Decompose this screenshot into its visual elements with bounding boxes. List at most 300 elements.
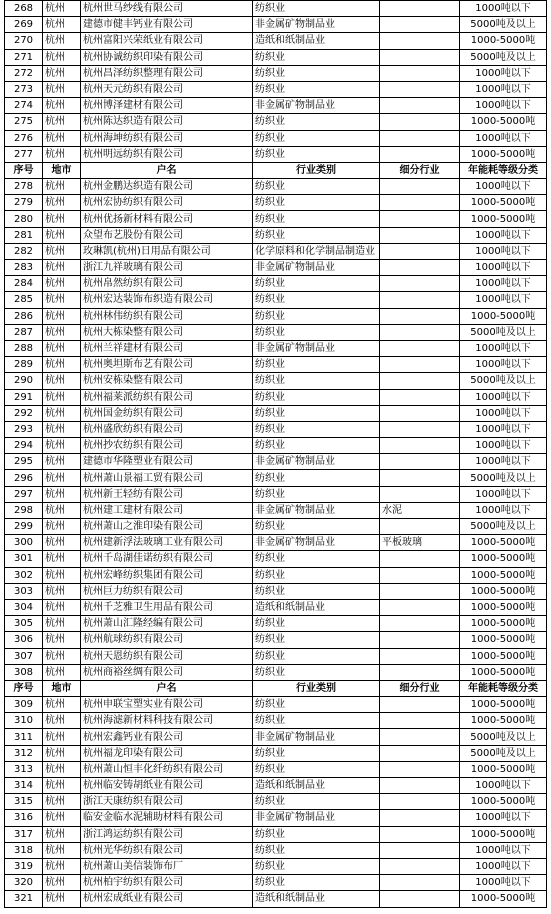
cell-level: 1000-5000吨 [460, 535, 547, 551]
table-row [5, 389, 547, 405]
cell-city: 杭州 [43, 826, 81, 842]
cell-no: 298 [5, 502, 43, 518]
cell-city: 杭州 [43, 33, 81, 49]
cell-no: 293 [5, 421, 43, 437]
cell-level: 1000吨以下 [460, 875, 547, 891]
table-row [5, 114, 547, 130]
table-row [5, 454, 547, 470]
table-row [5, 470, 547, 486]
cell-name: 建德市健丰钙业有限公司 [81, 17, 253, 33]
cell-level: 1000吨以下 [460, 778, 547, 794]
header-cell-no: 序号 [5, 680, 43, 696]
cell-sub [380, 632, 460, 648]
cell-no: 306 [5, 632, 43, 648]
cell-level: 1000吨以下 [460, 243, 547, 259]
cell-no: 269 [5, 17, 43, 33]
cell-city: 杭州 [43, 405, 81, 421]
cell-sub [380, 243, 460, 259]
cell-industry: 造纸和纸制品业 [253, 33, 380, 49]
cell-sub [380, 599, 460, 615]
cell-industry: 非金属矿物制品业 [253, 260, 380, 276]
cell-industry: 纺织业 [253, 616, 380, 632]
cell-city: 杭州 [43, 567, 81, 583]
cell-city: 杭州 [43, 761, 81, 777]
cell-name: 杭州昌泽纺织整理有限公司 [81, 65, 253, 81]
cell-sub [380, 875, 460, 891]
cell-no: 289 [5, 357, 43, 373]
cell-name: 杭州柏宇纺织有限公司 [81, 875, 253, 891]
cell-level: 1000-5000吨 [460, 33, 547, 49]
cell-city: 杭州 [43, 616, 81, 632]
cell-name: 杭州萧山景福工贸有限公司 [81, 470, 253, 486]
cell-industry: 纺织业 [253, 826, 380, 842]
cell-industry: 纺织业 [253, 858, 380, 874]
cell-city: 杭州 [43, 357, 81, 373]
cell-level: 5000吨及以上 [460, 373, 547, 389]
cell-no: 281 [5, 227, 43, 243]
cell-no: 271 [5, 49, 43, 65]
cell-city: 杭州 [43, 778, 81, 794]
cell-city: 杭州 [43, 713, 81, 729]
cell-sub [380, 761, 460, 777]
table-row [5, 761, 547, 777]
cell-level: 1000-5000吨 [460, 794, 547, 810]
cell-industry: 纺织业 [253, 211, 380, 227]
cell-industry: 纺织业 [253, 195, 380, 211]
cell-no: 308 [5, 664, 43, 680]
table-row [5, 324, 547, 340]
cell-no: 313 [5, 761, 43, 777]
cell-name: 杭州世马纱线有限公司 [81, 1, 253, 17]
cell-no: 287 [5, 324, 43, 340]
cell-city: 杭州 [43, 373, 81, 389]
cell-level: 1000吨以下 [460, 810, 547, 826]
cell-city: 杭州 [43, 519, 81, 535]
cell-name: 杭州光华纺织有限公司 [81, 842, 253, 858]
cell-name: 杭州福莱派纺织有限公司 [81, 389, 253, 405]
cell-sub [380, 713, 460, 729]
table-row [5, 421, 547, 437]
cell-no: 285 [5, 292, 43, 308]
table-row [5, 502, 547, 518]
cell-level: 5000吨及以上 [460, 49, 547, 65]
cell-city: 杭州 [43, 697, 81, 713]
cell-no: 310 [5, 713, 43, 729]
table-row [5, 292, 547, 308]
cell-name: 杭州建新浮法玻璃工业有限公司 [81, 535, 253, 551]
header-cell-no: 序号 [5, 162, 43, 178]
cell-city: 杭州 [43, 276, 81, 292]
cell-name: 杭州萧山美信装饰布厂 [81, 858, 253, 874]
cell-city: 杭州 [43, 794, 81, 810]
cell-sub [380, 583, 460, 599]
table-row [5, 98, 547, 114]
table-row [5, 583, 547, 599]
header-cell-name: 户名 [81, 162, 253, 178]
cell-industry: 纺织业 [253, 65, 380, 81]
table-row [5, 875, 547, 891]
table-row [5, 713, 547, 729]
cell-level: 1000吨以下 [460, 292, 547, 308]
cell-city: 杭州 [43, 470, 81, 486]
cell-level: 1000-5000吨 [460, 891, 547, 907]
cell-city: 杭州 [43, 486, 81, 502]
cell-level: 1000-5000吨 [460, 308, 547, 324]
cell-name: 杭州申联宝塑实业有限公司 [81, 697, 253, 713]
cell-no: 286 [5, 308, 43, 324]
cell-industry: 纺织业 [253, 373, 380, 389]
cell-no: 273 [5, 81, 43, 97]
cell-industry: 非金属矿物制品业 [253, 810, 380, 826]
table-row [5, 697, 547, 713]
table-row [5, 616, 547, 632]
cell-no: 318 [5, 842, 43, 858]
cell-no: 279 [5, 195, 43, 211]
cell-city: 杭州 [43, 599, 81, 615]
cell-industry: 纺织业 [253, 357, 380, 373]
cell-no: 303 [5, 583, 43, 599]
table-header-row [5, 162, 547, 178]
cell-sub [380, 778, 460, 794]
cell-no: 282 [5, 243, 43, 259]
cell-industry: 纺织业 [253, 324, 380, 340]
cell-no: 284 [5, 276, 43, 292]
cell-sub [380, 195, 460, 211]
cell-industry: 纺织业 [253, 583, 380, 599]
cell-city: 杭州 [43, 340, 81, 356]
cell-level: 5000吨及以上 [460, 745, 547, 761]
cell-name: 杭州国金纺织有限公司 [81, 405, 253, 421]
table-row [5, 729, 547, 745]
cell-no: 316 [5, 810, 43, 826]
cell-level: 1000吨以下 [460, 1, 547, 17]
cell-level: 1000-5000吨 [460, 616, 547, 632]
table-row [5, 340, 547, 356]
cell-sub [380, 842, 460, 858]
cell-name: 杭州兰祥建材有限公司 [81, 340, 253, 356]
cell-level: 1000吨以下 [460, 179, 547, 195]
table-row [5, 842, 547, 858]
cell-name: 杭州金鹏达织造有限公司 [81, 179, 253, 195]
table-row [5, 535, 547, 551]
cell-name: 杭州明远纺织有限公司 [81, 146, 253, 162]
table-body [5, 1, 547, 908]
cell-level: 1000吨以下 [460, 421, 547, 437]
cell-level: 1000吨以下 [460, 227, 547, 243]
cell-level: 1000-5000吨 [460, 713, 547, 729]
cell-name: 杭州萧山汇隆经编有限公司 [81, 616, 253, 632]
cell-level: 5000吨及以上 [460, 470, 547, 486]
cell-no: 268 [5, 1, 43, 17]
table-row [5, 632, 547, 648]
cell-sub [380, 276, 460, 292]
cell-no: 274 [5, 98, 43, 114]
cell-industry: 纺织业 [253, 697, 380, 713]
cell-name: 杭州盛欣纺织有限公司 [81, 421, 253, 437]
cell-city: 杭州 [43, 1, 81, 17]
table-row [5, 778, 547, 794]
cell-city: 杭州 [43, 81, 81, 97]
cell-sub [380, 648, 460, 664]
table-row [5, 891, 547, 907]
cell-city: 杭州 [43, 729, 81, 745]
cell-city: 杭州 [43, 49, 81, 65]
cell-industry: 纺织业 [253, 276, 380, 292]
cell-sub [380, 664, 460, 680]
table-row [5, 567, 547, 583]
cell-name: 杭州萧山之淮印染有限公司 [81, 519, 253, 535]
cell-sub [380, 98, 460, 114]
cell-city: 杭州 [43, 875, 81, 891]
cell-no: 309 [5, 697, 43, 713]
cell-name: 杭州福龙印染有限公司 [81, 745, 253, 761]
cell-city: 杭州 [43, 308, 81, 324]
cell-sub [380, 729, 460, 745]
cell-industry: 纺织业 [253, 130, 380, 146]
cell-city: 杭州 [43, 842, 81, 858]
cell-city: 杭州 [43, 502, 81, 518]
cell-no: 317 [5, 826, 43, 842]
header-cell-name: 户名 [81, 680, 253, 696]
cell-name: 杭州临安铸胡纸业有限公司 [81, 778, 253, 794]
cell-level: 1000-5000吨 [460, 632, 547, 648]
cell-city: 杭州 [43, 632, 81, 648]
cell-city: 杭州 [43, 551, 81, 567]
cell-name: 杭州千岛湖佳诺纺织有限公司 [81, 551, 253, 567]
cell-city: 杭州 [43, 389, 81, 405]
cell-name: 杭州天恩纺织有限公司 [81, 648, 253, 664]
cell-city: 杭州 [43, 179, 81, 195]
table-row [5, 65, 547, 81]
cell-level: 5000吨及以上 [460, 17, 547, 33]
cell-name: 杭州萧山恒丰化纤纺织有限公司 [81, 761, 253, 777]
cell-sub [380, 519, 460, 535]
cell-sub [380, 551, 460, 567]
cell-city: 杭州 [43, 810, 81, 826]
cell-sub [380, 179, 460, 195]
cell-industry: 纺织业 [253, 842, 380, 858]
cell-name: 杭州宏达装饰布织造有限公司 [81, 292, 253, 308]
table-row [5, 357, 547, 373]
table-row [5, 794, 547, 810]
cell-city: 杭州 [43, 146, 81, 162]
cell-name: 杭州宏成纸业有限公司 [81, 891, 253, 907]
header-cell-industry: 行业类别 [253, 680, 380, 696]
cell-industry: 纺织业 [253, 49, 380, 65]
cell-level: 1000吨以下 [460, 65, 547, 81]
table-row [5, 664, 547, 680]
cell-no: 290 [5, 373, 43, 389]
cell-level: 1000-5000吨 [460, 664, 547, 680]
cell-industry: 纺织业 [253, 551, 380, 567]
cell-industry: 纺织业 [253, 1, 380, 17]
cell-name: 杭州建工建材有限公司 [81, 502, 253, 518]
cell-sub [380, 292, 460, 308]
cell-city: 杭州 [43, 648, 81, 664]
cell-industry: 造纸和纸制品业 [253, 599, 380, 615]
cell-name: 杭州安栋染整有限公司 [81, 373, 253, 389]
cell-industry: 非金属矿物制品业 [253, 98, 380, 114]
cell-no: 304 [5, 599, 43, 615]
table-header-row [5, 680, 547, 696]
cell-name: 杭州巨力纺织有限公司 [81, 583, 253, 599]
table-row [5, 260, 547, 276]
cell-name: 杭州陈达织造有限公司 [81, 114, 253, 130]
cell-no: 270 [5, 33, 43, 49]
cell-sub [380, 567, 460, 583]
cell-level: 1000吨以下 [460, 357, 547, 373]
cell-no: 288 [5, 340, 43, 356]
cell-sub [380, 357, 460, 373]
cell-sub [380, 389, 460, 405]
cell-no: 276 [5, 130, 43, 146]
cell-industry: 纺织业 [253, 438, 380, 454]
cell-no: 312 [5, 745, 43, 761]
table-row [5, 33, 547, 49]
table-row [5, 745, 547, 761]
table-row [5, 49, 547, 65]
header-cell-sub: 细分行业 [380, 680, 460, 696]
cell-sub [380, 17, 460, 33]
header-cell-sub: 细分行业 [380, 162, 460, 178]
cell-sub [380, 470, 460, 486]
cell-city: 杭州 [43, 421, 81, 437]
cell-name: 杭州海滤新材料科技有限公司 [81, 713, 253, 729]
cell-level: 1000吨以下 [460, 340, 547, 356]
cell-no: 314 [5, 778, 43, 794]
table-row [5, 179, 547, 195]
cell-no: 277 [5, 146, 43, 162]
header-cell-level: 年能耗等级分类 [460, 162, 547, 178]
cell-name: 杭州林伟纺织有限公司 [81, 308, 253, 324]
cell-no: 305 [5, 616, 43, 632]
cell-no: 320 [5, 875, 43, 891]
cell-industry: 造纸和纸制品业 [253, 891, 380, 907]
cell-no: 291 [5, 389, 43, 405]
cell-industry: 纺织业 [253, 745, 380, 761]
table-row [5, 81, 547, 97]
cell-name: 杭州航球纺织有限公司 [81, 632, 253, 648]
cell-name: 杭州天元纺织有限公司 [81, 81, 253, 97]
cell-no: 280 [5, 211, 43, 227]
cell-no: 296 [5, 470, 43, 486]
cell-level: 1000-5000吨 [460, 211, 547, 227]
cell-level: 1000吨以下 [460, 405, 547, 421]
cell-industry: 非金属矿物制品业 [253, 502, 380, 518]
cell-industry: 纺织业 [253, 567, 380, 583]
table-row [5, 276, 547, 292]
cell-sub [380, 454, 460, 470]
cell-sub [380, 826, 460, 842]
cell-city: 杭州 [43, 438, 81, 454]
table-row [5, 858, 547, 874]
cell-industry: 纺织业 [253, 146, 380, 162]
cell-no: 278 [5, 179, 43, 195]
cell-industry: 纺织业 [253, 648, 380, 664]
cell-industry: 造纸和纸制品业 [253, 778, 380, 794]
table-row [5, 599, 547, 615]
cell-level: 1000吨以下 [460, 389, 547, 405]
cell-city: 杭州 [43, 114, 81, 130]
cell-sub [380, 340, 460, 356]
cell-level: 1000-5000吨 [460, 761, 547, 777]
cell-sub [380, 130, 460, 146]
cell-industry: 纺织业 [253, 405, 380, 421]
cell-industry: 纺织业 [253, 114, 380, 130]
cell-industry: 纺织业 [253, 179, 380, 195]
cell-sub [380, 405, 460, 421]
cell-city: 杭州 [43, 858, 81, 874]
table-row [5, 373, 547, 389]
cell-no: 311 [5, 729, 43, 745]
cell-level: 1000吨以下 [460, 81, 547, 97]
cell-no: 315 [5, 794, 43, 810]
cell-industry: 非金属矿物制品业 [253, 535, 380, 551]
cell-sub [380, 227, 460, 243]
cell-industry: 纺织业 [253, 308, 380, 324]
cell-sub [380, 65, 460, 81]
cell-industry: 纺织业 [253, 875, 380, 891]
cell-industry: 纺织业 [253, 292, 380, 308]
cell-name: 杭州协诚纺织印染有限公司 [81, 49, 253, 65]
table-row [5, 648, 547, 664]
cell-level: 5000吨及以上 [460, 729, 547, 745]
cell-level: 1000吨以下 [460, 454, 547, 470]
cell-level: 1000-5000吨 [460, 826, 547, 842]
cell-industry: 纺织业 [253, 713, 380, 729]
cell-industry: 纺织业 [253, 632, 380, 648]
cell-city: 杭州 [43, 292, 81, 308]
cell-industry: 非金属矿物制品业 [253, 454, 380, 470]
table-row [5, 1, 547, 17]
cell-name: 玫琳凯(杭州)日用品有限公司 [81, 243, 253, 259]
cell-no: 307 [5, 648, 43, 664]
table-row [5, 130, 547, 146]
cell-name: 杭州富阳兴荣纸业有限公司 [81, 33, 253, 49]
cell-no: 294 [5, 438, 43, 454]
cell-sub [380, 891, 460, 907]
cell-city: 杭州 [43, 243, 81, 259]
cell-level: 1000-5000吨 [460, 648, 547, 664]
cell-city: 杭州 [43, 195, 81, 211]
cell-name: 杭州千芝雅卫生用品有限公司 [81, 599, 253, 615]
cell-industry: 非金属矿物制品业 [253, 340, 380, 356]
cell-level: 1000-5000吨 [460, 114, 547, 130]
cell-name: 杭州新王轻纺有限公司 [81, 486, 253, 502]
cell-city: 杭州 [43, 130, 81, 146]
cell-no: 283 [5, 260, 43, 276]
cell-name: 杭州宏鑫钙业有限公司 [81, 729, 253, 745]
cell-city: 杭州 [43, 260, 81, 276]
cell-sub [380, 794, 460, 810]
cell-industry: 纺织业 [253, 794, 380, 810]
cell-no: 299 [5, 519, 43, 535]
cell-level: 1000-5000吨 [460, 551, 547, 567]
table-row [5, 551, 547, 567]
cell-name: 临安金临水泥辅助材料有限公司 [81, 810, 253, 826]
cell-name: 杭州宏峰纺织集团有限公司 [81, 567, 253, 583]
cell-no: 300 [5, 535, 43, 551]
cell-level: 1000-5000吨 [460, 146, 547, 162]
cell-industry: 纺织业 [253, 227, 380, 243]
cell-sub [380, 486, 460, 502]
table-row [5, 438, 547, 454]
cell-city: 杭州 [43, 65, 81, 81]
cell-level: 5000吨及以上 [460, 519, 547, 535]
cell-city: 杭州 [43, 211, 81, 227]
cell-level: 1000-5000吨 [460, 697, 547, 713]
cell-sub [380, 324, 460, 340]
